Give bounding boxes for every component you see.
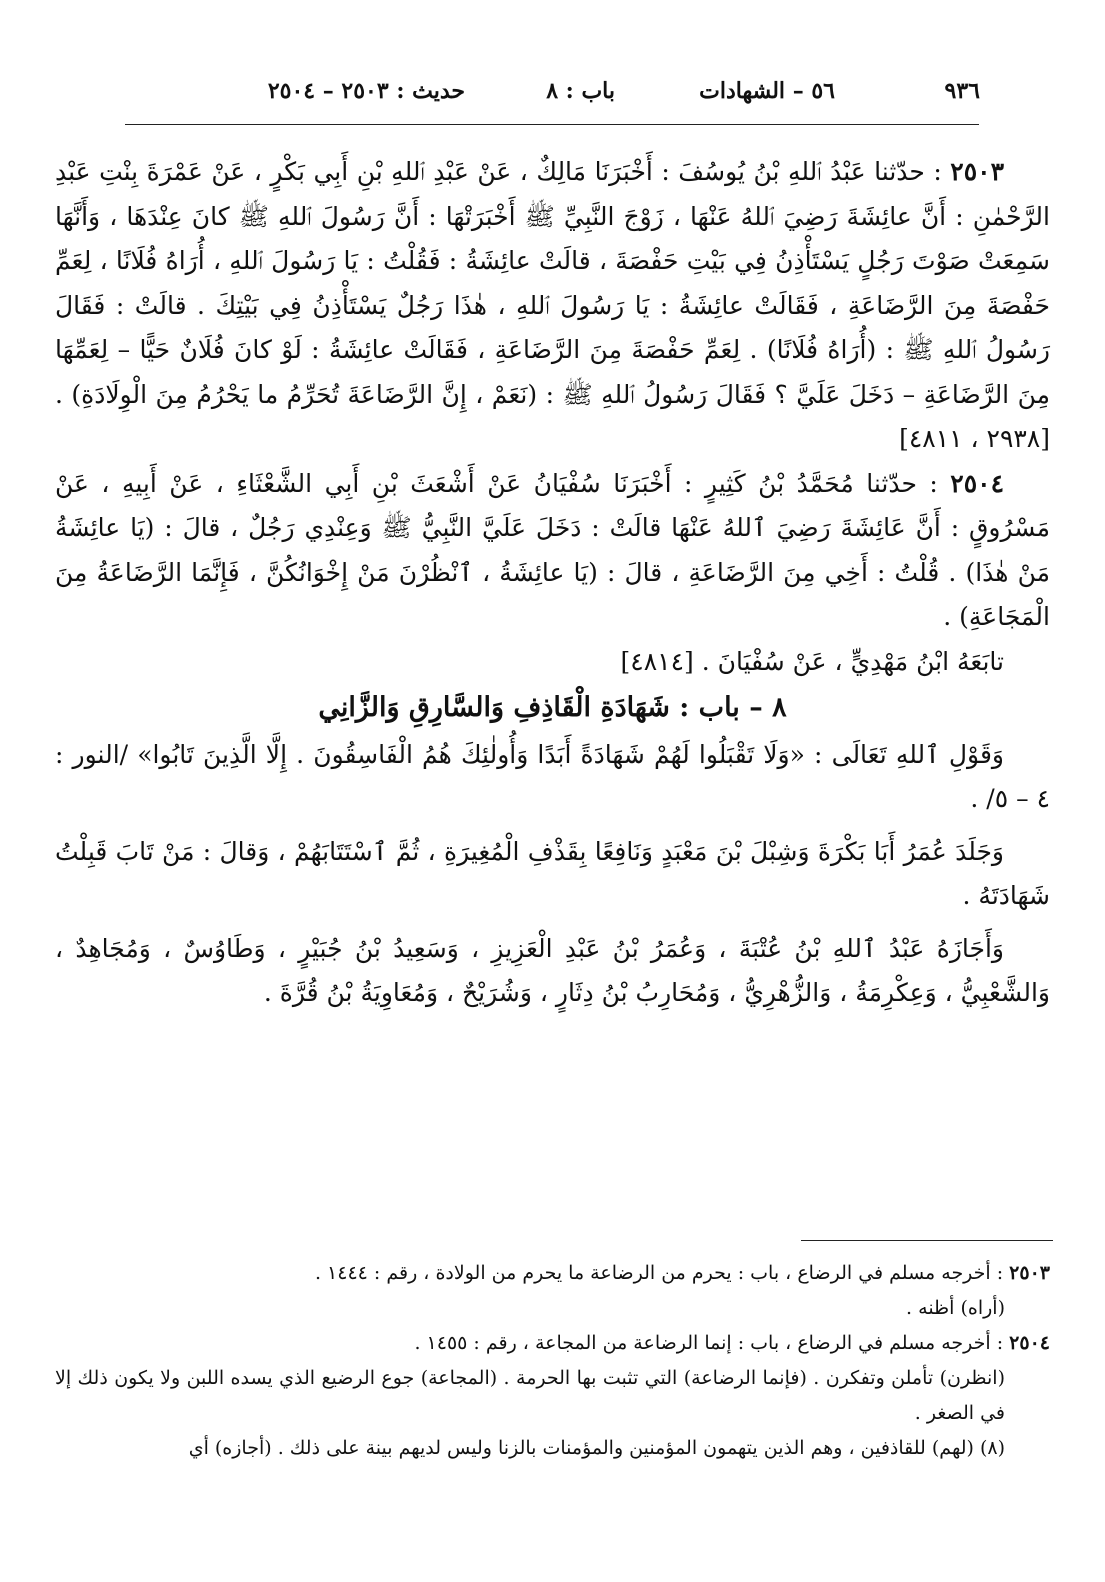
header-divider (125, 124, 979, 125)
footnote-text: : أخرجه مسلم في الرضاع ، باب : يحرم من الرضاعة ما يحرم من الولادة ، رقم : ١٤٤٤ . (314, 1262, 1010, 1284)
footnote-2504 (55, 1326, 1050, 1361)
hadith-2504 (55, 462, 1050, 640)
footnotes (55, 1256, 1050, 1466)
footnote-number: ٢٥٠٤ (1009, 1332, 1050, 1354)
footnote-2503-note: (أراه) أظنه . (906, 1297, 1005, 1319)
page-header (180, 78, 980, 118)
hadith-range: حديث : ٢٥٠٣ – ٢٥٠٤ (267, 78, 465, 104)
bab-number: باب : ٨ (546, 78, 615, 104)
hadith-text: : حدّثنا عَبْدُ ٱللهِ بْنُ يُوسُفَ : أَخْبَرَنَا مَالِكٌ ، عَنْ عَبْدِ ٱللهِ بْنِ أَبِي بَكْرٍ ، عَنْ عَمْرَةَ بِنْتِ عَبْدِ الرَّحْمٰنِ : أَنَّ عائِشَةَ رَضِيَ ٱللهُ عَنْهَا ، زَوْجَ النَّبِيِّ ﷺ أَخْبَرَتْهَا : أَنَّ رَسُولَ ٱللهِ ﷺ كانَ عِنْدَهَا ، وَأَنَّهَا سَمِعَتْ صَوْتَ رَجُلٍ يَسْتَأْذِنُ فِي بَيْتِ حَفْصَةَ ، قالَتْ عائِشَةُ : فَقُلْتُ : يَا رَسُولَ ٱللهِ ، أُرَاهُ فُلَانًا ، لِعَمِّ حَفْصَةَ مِنَ الرَّضَاعَةِ ، فَقَالَتْ عائِشَةُ : يَا رَسُولَ ٱللهِ ، هٰذَا رَجُلٌ يَسْتَأْذِنُ فِي بَيْتِكَ . قالَتْ : فَقَالَ رَسُولُ ٱللهِ ﷺ : (أُرَاهُ فُلَانًا) . لِعَمِّ حَفْصَةَ مِنَ الرَّضَاعَةِ ، فَقَالَتْ عائِشَةُ : لَوْ كانَ فُلَانٌ حَيًّا – لِعَمِّهَا مِنَ الرَّضَاعَةِ – دَخَلَ عَلَيَّ ؟ فَقَالَ رَسُولُ ٱللهِ ﷺ : (نَعَمْ ، إِنَّ الرَّضَاعَةَ تُحَرِّمُ ما يَحْرُمُ مِنَ الْوِلَادَةِ) . [٢٩٣٨ ، ٤٨١١] (55, 157, 1050, 453)
footnote-divider (801, 1240, 1053, 1241)
tabaahu-line: تابَعَهُ ابْنُ مَهْدِيٍّ ، عَنْ سُفْيَانَ . [٤٨١٤] (620, 646, 1004, 676)
ajazahu-paragraph: وَأَجَازَهُ عَبْدُ ٱللهِ بْنُ عُتْبَةَ ، وَعُمَرُ بْنُ عَبْدِ الْعَزِيزِ ، وَسَعِيدُ بْنُ جُبَيْرٍ ، وَطَاوُسٌ ، وَمُجَاهِدٌ ، وَالشَّعْبِيُّ ، وَعِكْرِمَةُ ، وَالزُّهْرِيُّ ، وَمُحَارِبُ بْنُ دِثَارٍ ، وَشُرَيْحٌ ، وَمُعَاوِيَةُ بْنُ قُرَّةَ . (55, 933, 1050, 1007)
spacer (55, 822, 1050, 830)
footnote-2503 (55, 1256, 1050, 1291)
spacer (55, 919, 1050, 927)
footnote-text: : أخرجه مسلم في الرضاع ، باب : إنما الرضاعة من المجاعة ، رقم : ١٤٥٥ . (414, 1332, 1010, 1354)
hadith-number: ٢٥٠٤ (950, 468, 1004, 498)
footnote-2504-note: (انظرن) تأملن وتفكرن . (فإنما الرضاعة) التي تثبت بها الحرمة . (المجاعة) جوع الرضيع الذي يسده اللبن ولا يكون ذلك إلا في الصغر . (55, 1367, 1005, 1424)
page-number: ٩٣٦ (944, 78, 980, 104)
jalad-paragraph: وَجَلَدَ عُمَرُ أَبَا بَكْرَةَ وَشِبْلَ بْنَ مَعْبَدٍ وَنَافِعًا بِقَذْفِ الْمُغِيرَةِ ، ثُمَّ ٱسْتَتَابَهُمْ ، وَقالَ : مَنْ تَابَ قَبِلْتُ شَهَادَتَهُ . (55, 836, 1050, 910)
bab-heading: ٨ – باب : شَهَادَةِ الْقَاذِفِ وَالسَّارِقِ وَالزَّانِي (318, 692, 787, 723)
hadith-number: ٢٥٠٣ (950, 157, 1004, 186)
footnote-number: ٢٥٠٣ (1009, 1262, 1050, 1284)
footnote-8: (٨) (لهم) للقاذفين ، وهم الذين يتهمون المؤمنين والمؤمنات بالزنا وليس لديهم بينة على ذلك . (أجازه) أي (188, 1437, 1005, 1459)
hadith-2503 (55, 150, 1050, 462)
quran-verse: وَقَوْلِ ٱللهِ تَعَالَى : «وَلَا تَقْبَلُوا لَهُمْ شَهَادَةً أَبَدًا وَأُولٰئِكَ هُمُ الْفَاسِقُونَ . إِلَّا الَّذِينَ تَابُوا» /النور : ٤ – ٥/ . (55, 739, 1050, 813)
book-title: ٥٦ – الشهادات (699, 78, 835, 104)
hadith-text: : حدّثنا مُحَمَّدُ بْنُ كَثِيرٍ : أَخْبَرَنَا سُفْيَانُ عَنْ أَشْعَثَ بْنِ أَبِي الشَّعْثَاءِ ، عَنْ أَبِيهِ ، عَنْ مَسْرُوقٍ : أَنَّ عَائِشَةَ رَضِيَ ٱللهُ عَنْهَا قالَتْ : دَخَلَ عَلَيَّ النَّبِيُّ ﷺ وَعِنْدِي رَجُلٌ ، قالَ : (يَا عائِشَةُ مَنْ هٰذَا) . قُلْتُ : أَخِي مِنَ الرَّضَاعَةِ ، قالَ : (يَا عائِشَةُ ، ٱنْظُرْنَ مَنْ إِخْوَانُكُنَّ ، فَإِنَّمَا الرَّضَاعَةُ مِنَ الْمَجَاعَةِ) . (55, 468, 1050, 631)
main-text (55, 150, 1050, 1016)
